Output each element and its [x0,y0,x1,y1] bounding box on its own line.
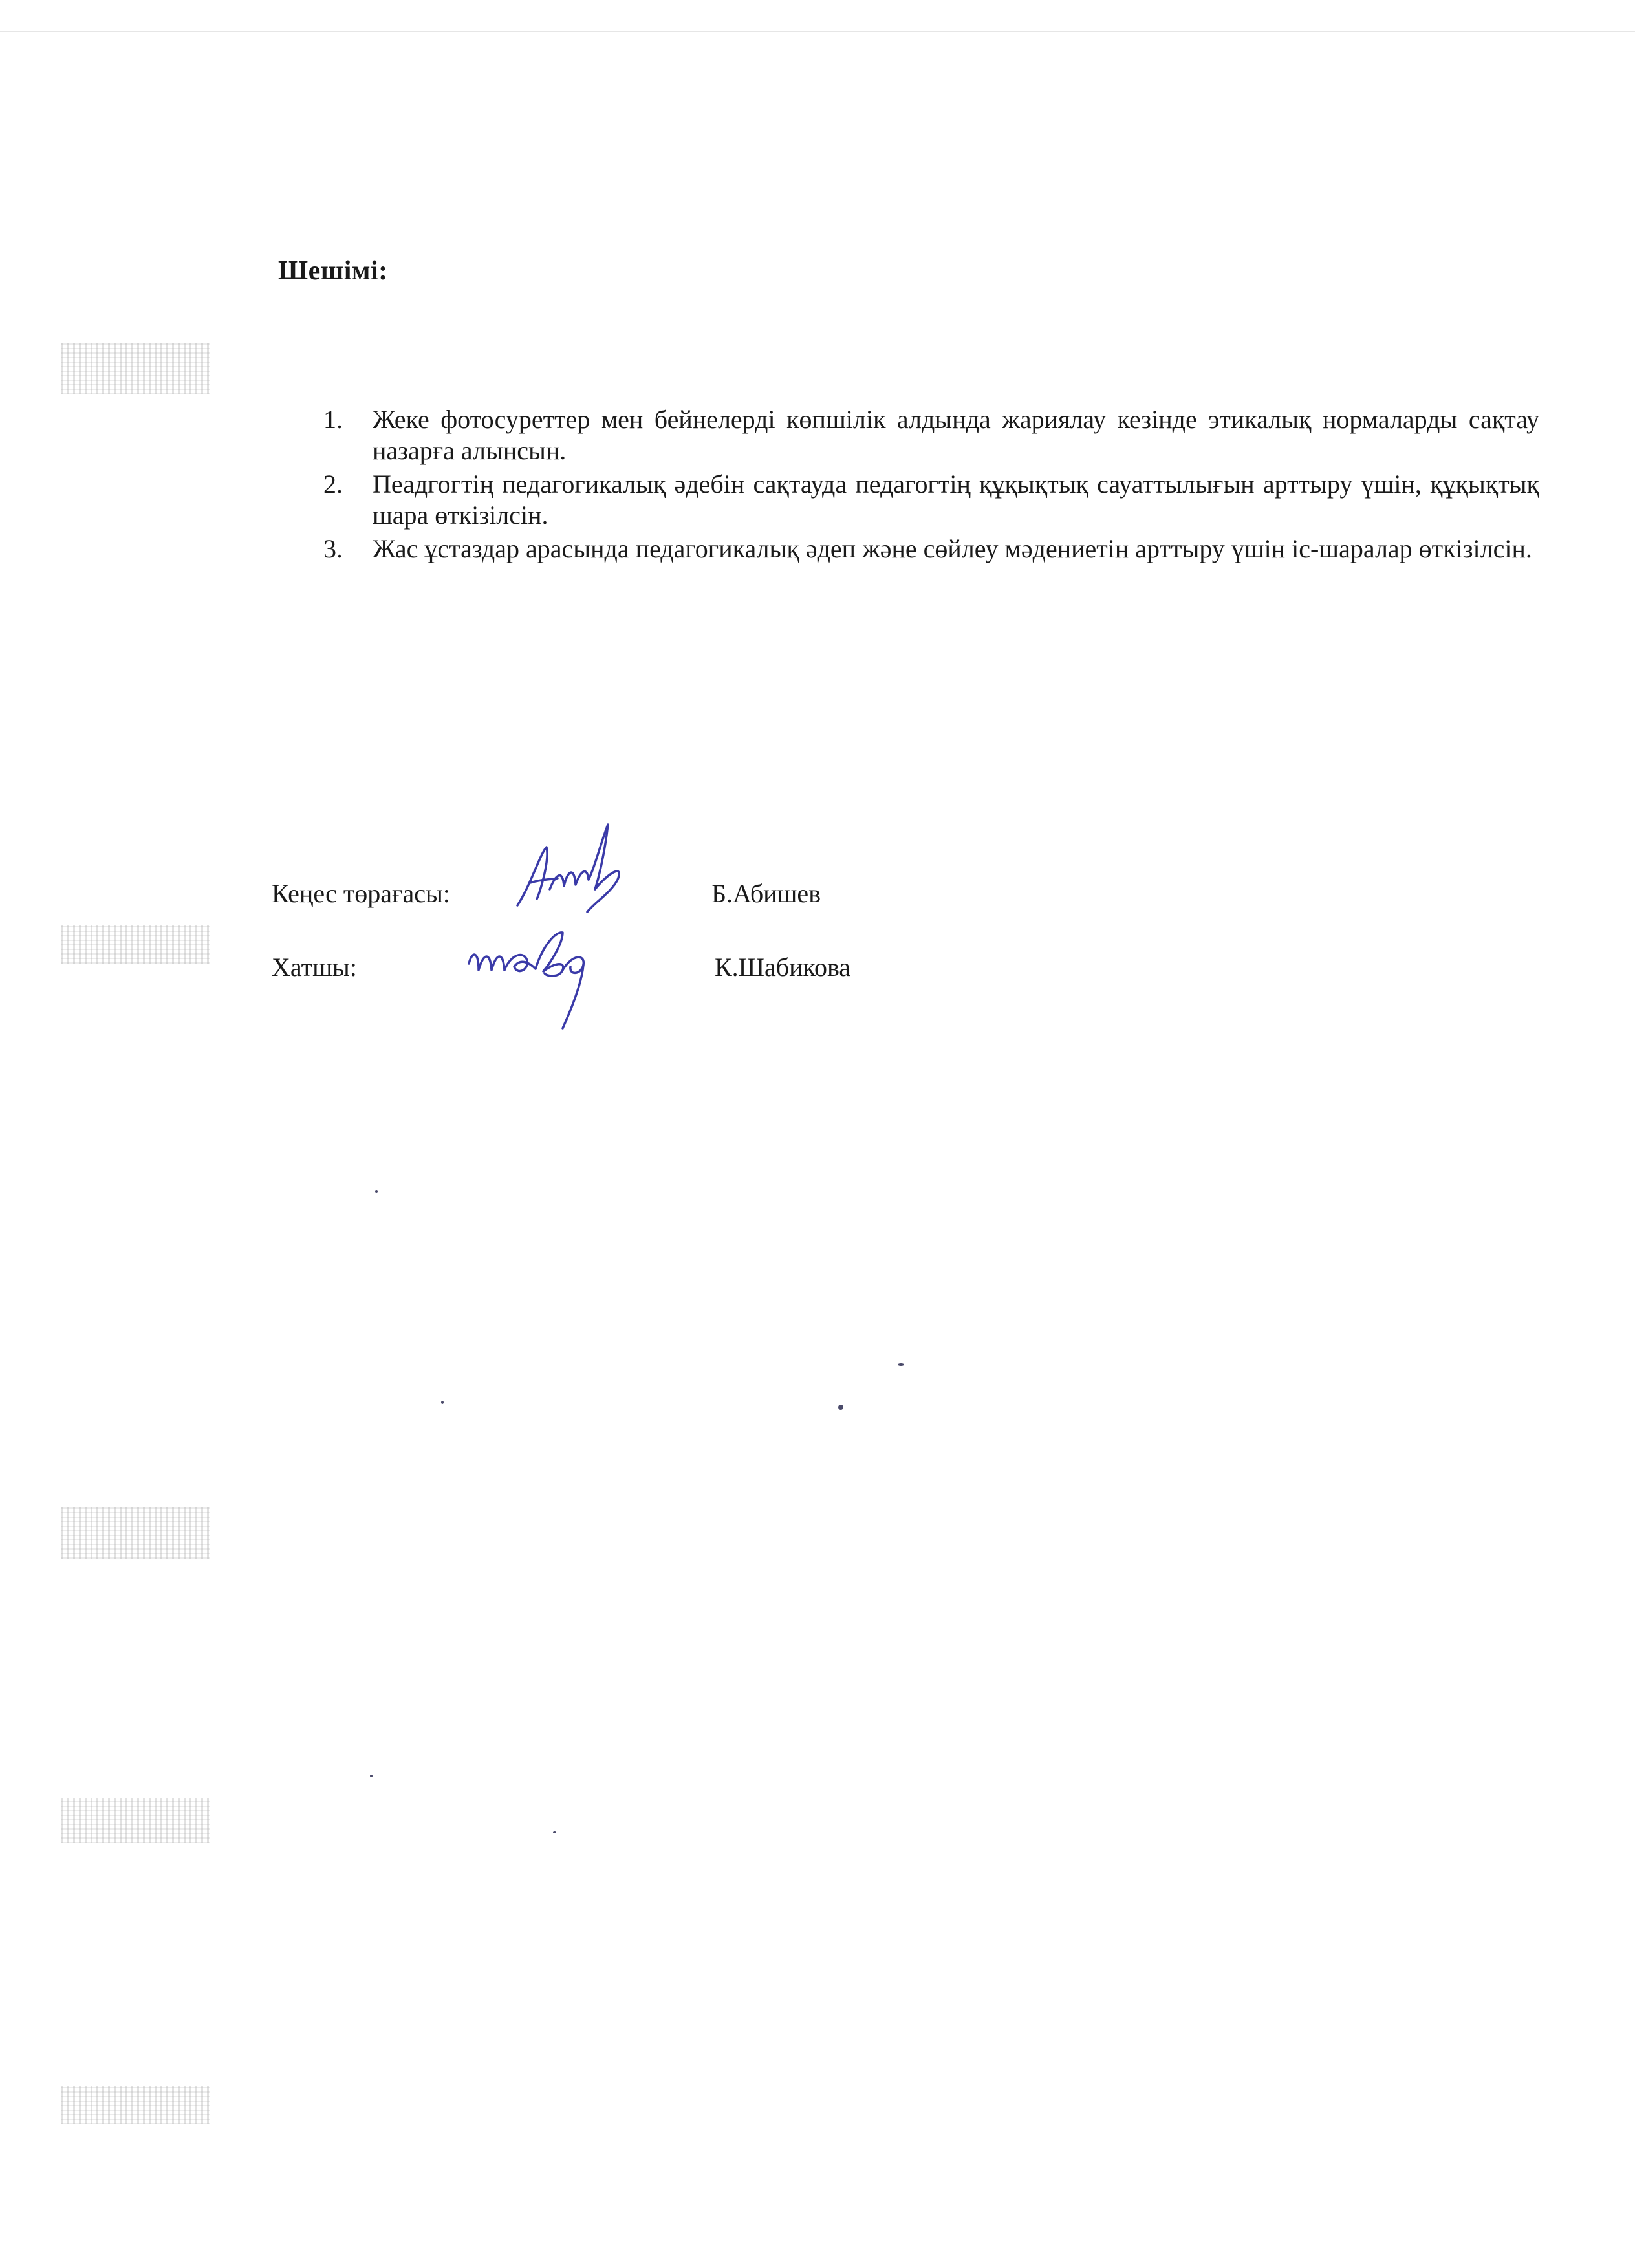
item-number: 2. [323,470,343,499]
list-item [323,469,1539,531]
decision-heading: Шешімі: [278,256,388,286]
item-text: Пеадгогтің педагогикалық әдебін сақтауда педагогтің құқықтық сауаттылығын арттыру үшін, құқықтық шара өткізілсін. [373,470,1539,530]
scan-speck [898,1363,904,1366]
secretary-signature [466,925,614,1035]
scan-artifact [61,1798,210,1843]
chairman-name: Б.Абишев [711,879,821,908]
secretary-name: К.Шабикова [715,953,851,982]
list-item [323,534,1539,565]
item-number: 3. [323,534,343,563]
scan-artifact [61,343,210,394]
chairman-signature [511,815,640,931]
item-number: 1. [323,405,343,434]
scan-artifact [61,925,210,964]
scan-artifact [61,2086,210,2124]
scan-speck [553,1831,556,1833]
decision-list [323,404,1539,567]
item-text: Жас ұстаздар арасында педагогикалық әдеп және сөйлеу мәдениетін арттыру үшін іс-шаралар өткізілсін. [373,534,1532,563]
scan-speck [838,1405,843,1410]
chairman-role-label: Кеңес төрағасы: [272,879,450,908]
scan-top-edge [0,31,1635,32]
item-text: Жеке фотосуреттер мен бейнелерді көпшілік алдында жариялау кезінде этикалық нормаларды сақтау назарға алынсын. [373,405,1539,465]
scan-speck [441,1401,444,1404]
list-item [323,404,1539,466]
scan-speck [370,1775,373,1777]
scan-speck [375,1190,378,1193]
scan-artifact [61,1507,210,1559]
secretary-role-label: Хатшы: [272,953,357,982]
